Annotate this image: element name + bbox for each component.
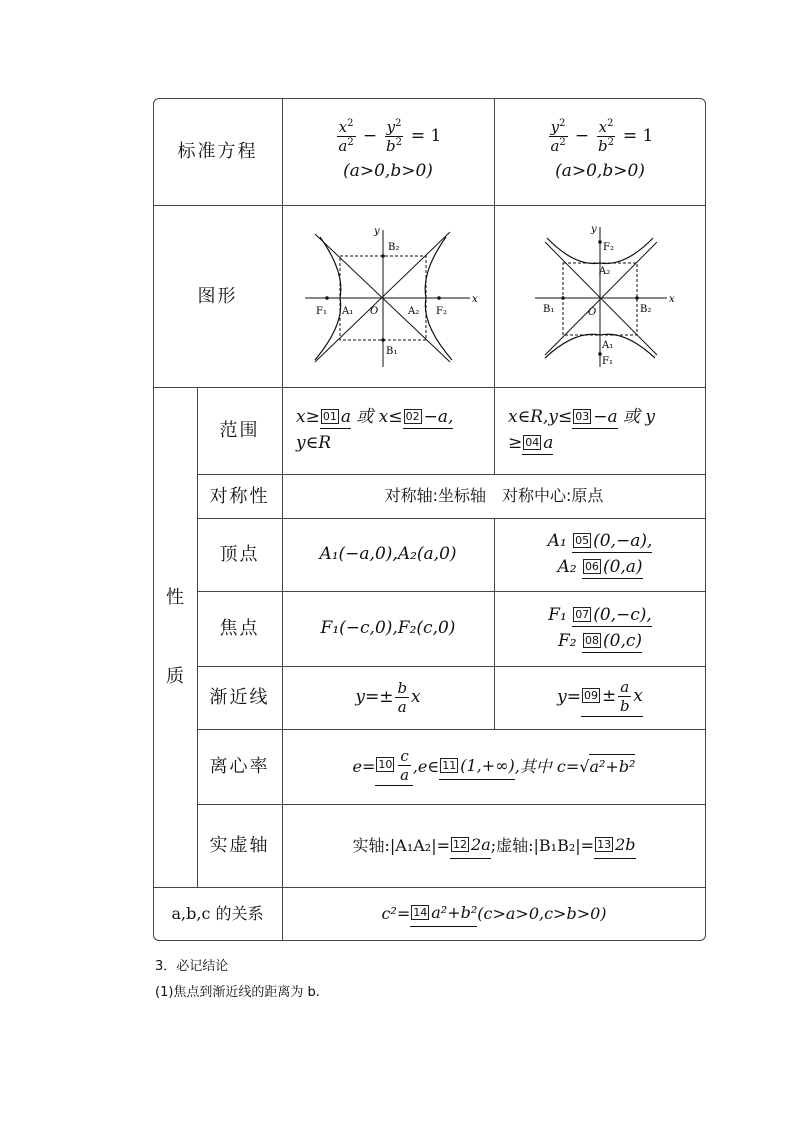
svg-text:F₁: F₁: [602, 356, 613, 367]
blank-13: 13: [597, 837, 612, 851]
relation-value: c²= 14 a²+b² (c>a>0,c>b>0): [282, 887, 706, 941]
svg-text:B₁: B₁: [543, 304, 555, 315]
label-graph: 图形: [197, 285, 238, 307]
asymptote-right: y= 09 ± $\frac{a}{b}$ x: [557, 678, 643, 715]
range-left: x≥ 01 a 或 x≤ 02 −a, y∈R: [296, 407, 454, 453]
condition-left: (a>0,b>0): [343, 161, 433, 182]
svg-text:A₁: A₁: [342, 306, 354, 317]
label-asymptote: 渐近线: [209, 687, 270, 708]
label-vertex: 顶点: [219, 544, 260, 565]
label-properties: [153, 387, 197, 887]
equation-vertical: $\frac{y^2}{a^2}$ − $\frac{x^2}{b^2}$ = 1 (a>0,b>0): [494, 98, 706, 205]
label-focus: 焦点: [219, 618, 260, 639]
vertex-right: A₁ 05 (0,−a), A₂ 06 (0,a): [547, 531, 653, 577]
focus-right: F₁ 07 (0,−c), F₂ 08 (0,c): [548, 605, 652, 651]
blank-08: 08: [585, 633, 599, 647]
svg-text:A₂: A₂: [599, 266, 611, 277]
label-properties-char2: 质: [166, 666, 184, 687]
label-eccentricity: 离心率: [209, 756, 270, 777]
svg-text:B₂: B₂: [640, 304, 652, 315]
svg-text:x: x: [472, 294, 478, 305]
section-heading: 3．必记结论: [155, 959, 229, 974]
svg-text:F₂: F₂: [436, 306, 447, 317]
vertex-left: A₁(−a,0),A₂(a,0): [319, 543, 457, 564]
range-right: x∈R,y≤ 03 −a 或 y ≥ 04 a: [508, 407, 656, 453]
blank-03: 03: [575, 410, 590, 423]
condition-right: (a>0,b>0): [555, 161, 645, 182]
asymptote-left: y=± $\frac{b}{a}$ x: [355, 679, 421, 716]
label-standard-equation: 标准方程: [177, 141, 258, 162]
svg-text:O: O: [588, 307, 597, 318]
label-relation: a,b,c 的关系: [171, 904, 264, 923]
symmetry-value: 对称轴:坐标轴 对称中心:原点: [384, 486, 604, 505]
svg-text:B₁: B₁: [386, 346, 398, 357]
blank-12: 12: [453, 837, 468, 851]
svg-text:A₁: A₁: [602, 340, 614, 351]
svg-text:O: O: [370, 306, 379, 317]
blank-07: 07: [575, 608, 590, 621]
graph-horizontal-hyperbola: [300, 222, 480, 372]
label-properties-char1: 性: [166, 587, 184, 608]
blank-10: 10: [378, 758, 393, 771]
blank-09: 09: [584, 689, 599, 702]
graph-vertical-hyperbola: [525, 222, 685, 372]
focus-left: F₁(−c,0),F₂(c,0): [320, 617, 456, 638]
label-range: 范围: [219, 420, 260, 441]
blank-01: 01: [322, 410, 337, 423]
svg-text:B₂: B₂: [388, 242, 400, 253]
label-symmetry: 对称性: [209, 485, 270, 507]
eccentricity-value: e= 10 $\frac{c}{a}$ ,e∈ 11 (1,+∞) ,其中 c= √ a²+b²: [352, 747, 636, 784]
axes-value: 实轴:|A₁A₂|= 12 2a ;虚轴:|B₁B₂|= 13 2b: [282, 804, 706, 887]
equation-horizontal: $\frac{x^2}{a^2}$ − $\frac{y^2}{b^2}$ = 1 (a>0,b>0): [282, 98, 494, 205]
blank-14: 14: [413, 906, 428, 919]
blank-05: 05: [575, 534, 590, 547]
blank-02: 02: [405, 410, 420, 423]
label-axes: 实虚轴: [209, 835, 270, 856]
svg-text:y: y: [591, 224, 597, 235]
svg-text:F₁: F₁: [316, 306, 327, 317]
svg-text:F₂: F₂: [603, 242, 614, 253]
conclusion-line-1: (1)焦点到渐近线的距离为 b.: [155, 985, 320, 1000]
blank-04: 04: [525, 435, 540, 449]
svg-text:y: y: [374, 226, 380, 237]
svg-text:A₂: A₂: [408, 306, 420, 317]
blank-06: 06: [584, 559, 599, 573]
svg-text:x: x: [669, 294, 675, 305]
blank-11: 11: [442, 758, 457, 772]
